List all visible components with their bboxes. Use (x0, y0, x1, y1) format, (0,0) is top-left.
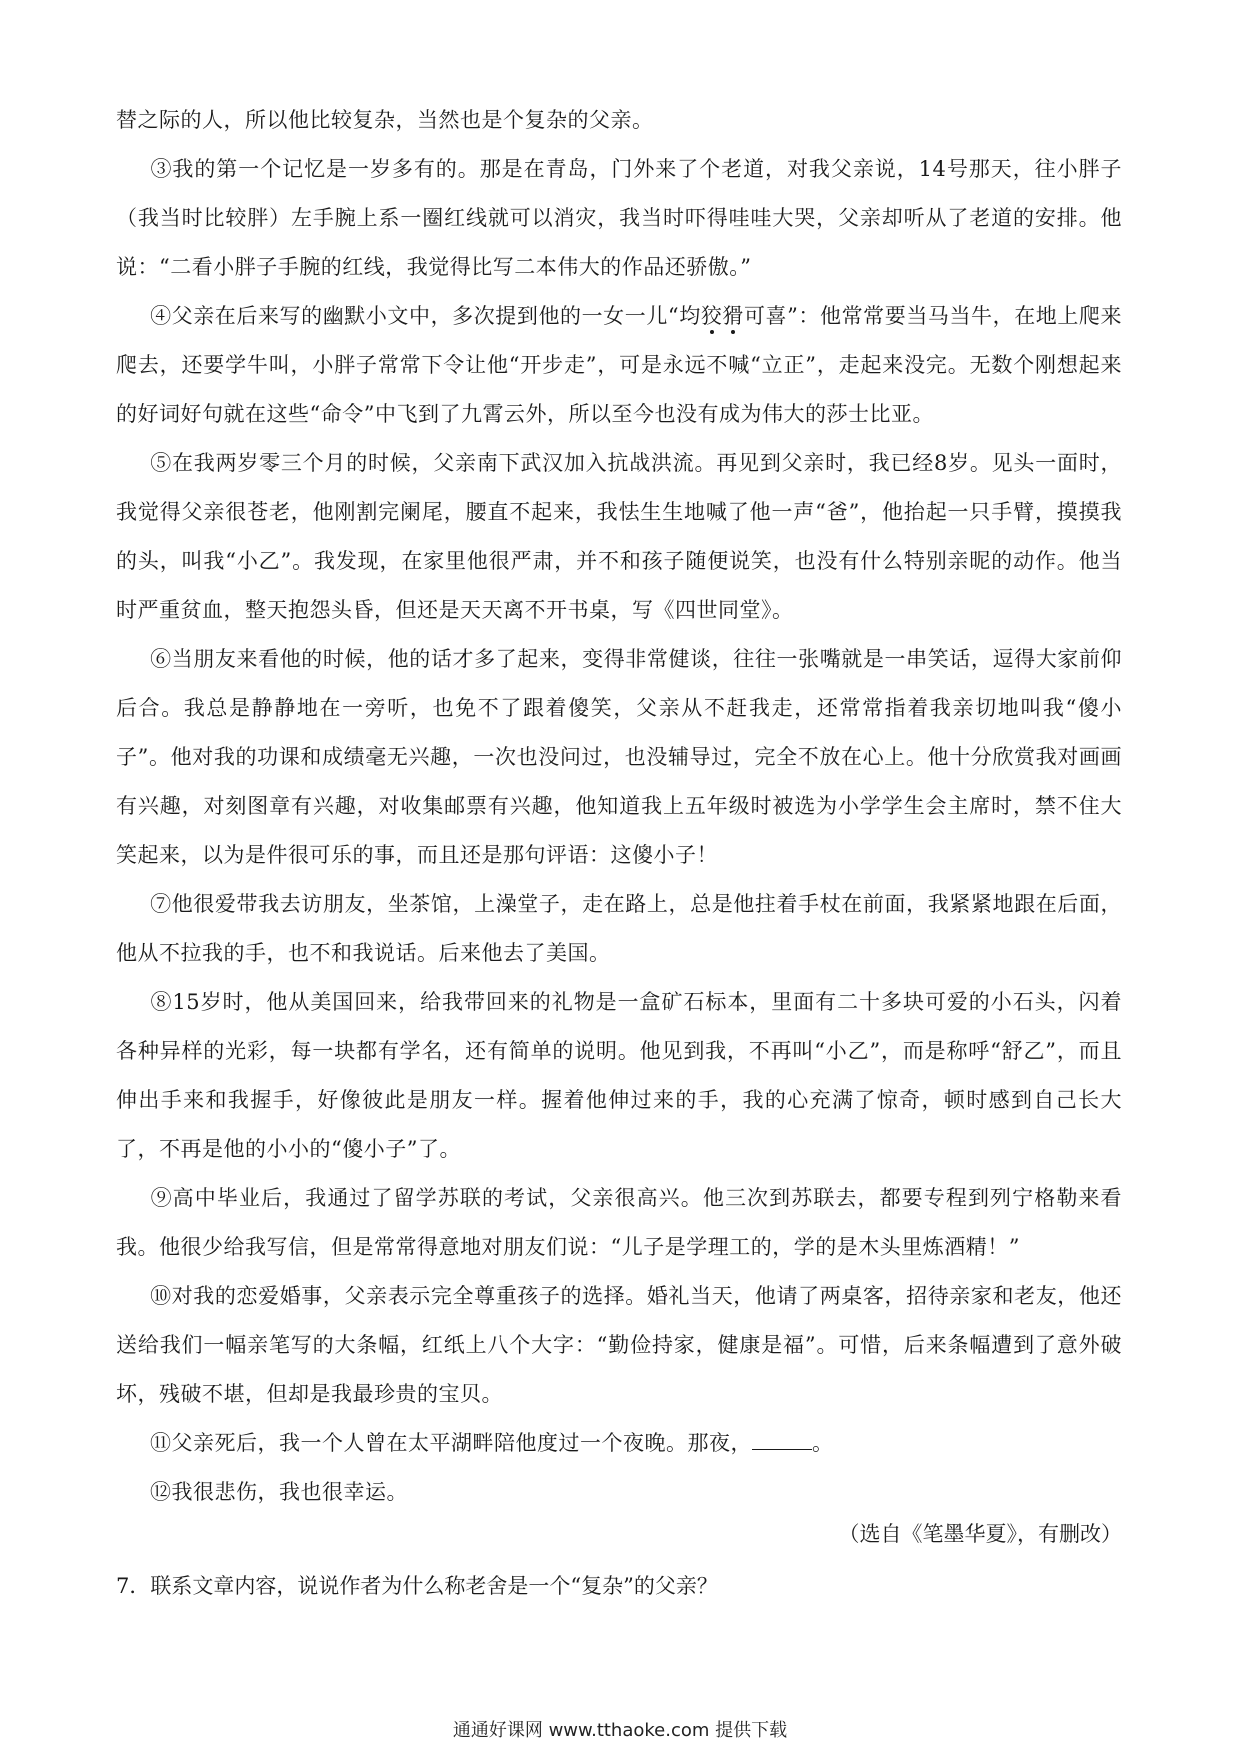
paragraph-text: ⑫我很悲伤，我也很幸运。 (150, 1480, 408, 1504)
paragraph-text: ⑩对我的恋爱婚事，父亲表示完全尊重孩子的选择。婚礼当天，他请了两桌客，招待亲家和老友，他还送给我们一幅亲笔写的大条幅，红纸上八个大字：“勤俭持家，健康是福”。可惜，后来条幅遭到了意外破坏，残破不堪，但却是我最珍贵的宝贝。 (116, 1284, 1122, 1406)
paragraph-2 (116, 96, 1122, 145)
paragraph-text: ⑪父亲死后，我一个人曾在太平湖畔陪他度过一个夜晚。那夜， (150, 1431, 752, 1455)
paragraph-text: ③我的第一个记忆是一岁多有的。那是在青岛，门外来了个老道，对我父亲说，14号那天，往小胖子（我当时比较胖）左手腕上系一圈红线就可以消灾，我当时吓得哇哇大哭，父亲却听从了老道的安排。他说：“二看小胖子手腕的红线，我觉得比写二本伟大的作品还骄傲。” (116, 157, 1122, 279)
footer-watermark: 通通好课网 www.tthaoke.com 提供下载 (452, 1720, 788, 1741)
paragraph-text: ⑦他很爱带我去访朋友，坐茶馆，上澡堂子，走在路上，总是他拄着手杖在前面，我紧紧地跟在后面，他从不拉我的手，也不和我说话。后来他去了美国。 (116, 892, 1122, 965)
emphasis-dot-char: 猾 (722, 304, 744, 328)
paragraph-10 (116, 1272, 1122, 1419)
paragraph-6 (116, 635, 1122, 880)
paragraph-text: 替之际的人，所以他比较复杂，当然也是个复杂的父亲。 (116, 108, 654, 132)
paragraph-text: ⑥当朋友来看他的时候，他的话才多了起来，变得非常健谈，往往一张嘴就是一串笑话，逗得大家前仰后合。我总是静静地在一旁听，也免不了跟着傻笑，父亲从不赶我走，还常常指着我亲切地叫我“傻小子”。他对我的功课和成绩毫无兴趣，一次也没问过，也没辅导过，完全不放在心上。他十分欣赏我对画画有兴趣，对刻图章有兴趣，对收集邮票有兴趣，他知道我上五年级时被选为小学学生会主席时，禁不住大笑起来，以为是件很可乐的事，而且还是那句评语：这傻小子！ (116, 647, 1122, 867)
paragraph-5 (116, 439, 1122, 635)
paragraph-text: 可喜”：他常常要当马当牛，在地上爬来爬去，还要学牛叫，小胖子常常下令让他“开步走”，可是永远不喊“立正”，走起来没完。无数个刚想起来的好词好句就在这些“命令”中飞到了九霄云外，所以至今也没有成为伟大的莎士比亚。 (116, 304, 1123, 426)
paragraph-text: 。 (812, 1431, 834, 1455)
paragraph-text: ⑤在我两岁零三个月的时候，父亲南下武汉加入抗战洪流。再见到父亲时，我已经8岁。见头一面时，我觉得父亲很苍老，他刚割完阑尾，腰直不起来，我怯生生地喊了他一声“爸”，他抬起一只手臂，摸摸我的头，叫我“小乙”。我发现，在家里他很严肃，并不和孩子随便说笑，也没有什么特别亲昵的动作。他当时严重贫血，整天抱怨头昏，但还是天天离不开书桌，写《四世同堂》。 (116, 451, 1122, 622)
paragraph-text: ⑨高中毕业后，我通过了留学苏联的考试，父亲很高兴。他三次到苏联去，都要专程到列宁格勒来看我。他很少给我写信，但是常常得意地对朋友们说：“儿子是学理工的，学的是木头里炼酒精！” (116, 1186, 1122, 1259)
paragraph-text: ④父亲在后来写的幽默小文中，多次提到他的一女一儿“均 (150, 304, 701, 328)
paragraph-11 (116, 1419, 1122, 1468)
paragraph-7 (116, 880, 1122, 978)
dotted-word (701, 304, 744, 328)
paragraph-3 (116, 145, 1122, 292)
paragraph-8 (116, 978, 1122, 1174)
fill-in-blank (752, 1429, 812, 1450)
emphasis-dot-char: 狡 (700, 304, 723, 328)
source-citation: （选自《笔墨华夏》，有删改） (838, 1522, 1122, 1546)
paragraph-4 (116, 292, 1122, 439)
paragraph-9 (116, 1174, 1122, 1272)
question-7: 7．联系文章内容，说说作者为什么称老舍是一个“复杂”的父亲？ (116, 1574, 718, 1598)
paragraph-text: ⑧15岁时，他从美国回来，给我带回来的礼物是一盒矿石标本，里面有二十多块可爱的小石头，闪着各种异样的光彩，每一块都有学名，还有简单的说明。他见到我，不再叫“小乙”，而是称呼“舒乙”，而且伸出手来和我握手，好像彼此是朋友一样。握着他伸过来的手，我的心充满了惊奇，顿时感到自己长大了，不再是他的小小的“傻小子”了。 (116, 990, 1122, 1161)
